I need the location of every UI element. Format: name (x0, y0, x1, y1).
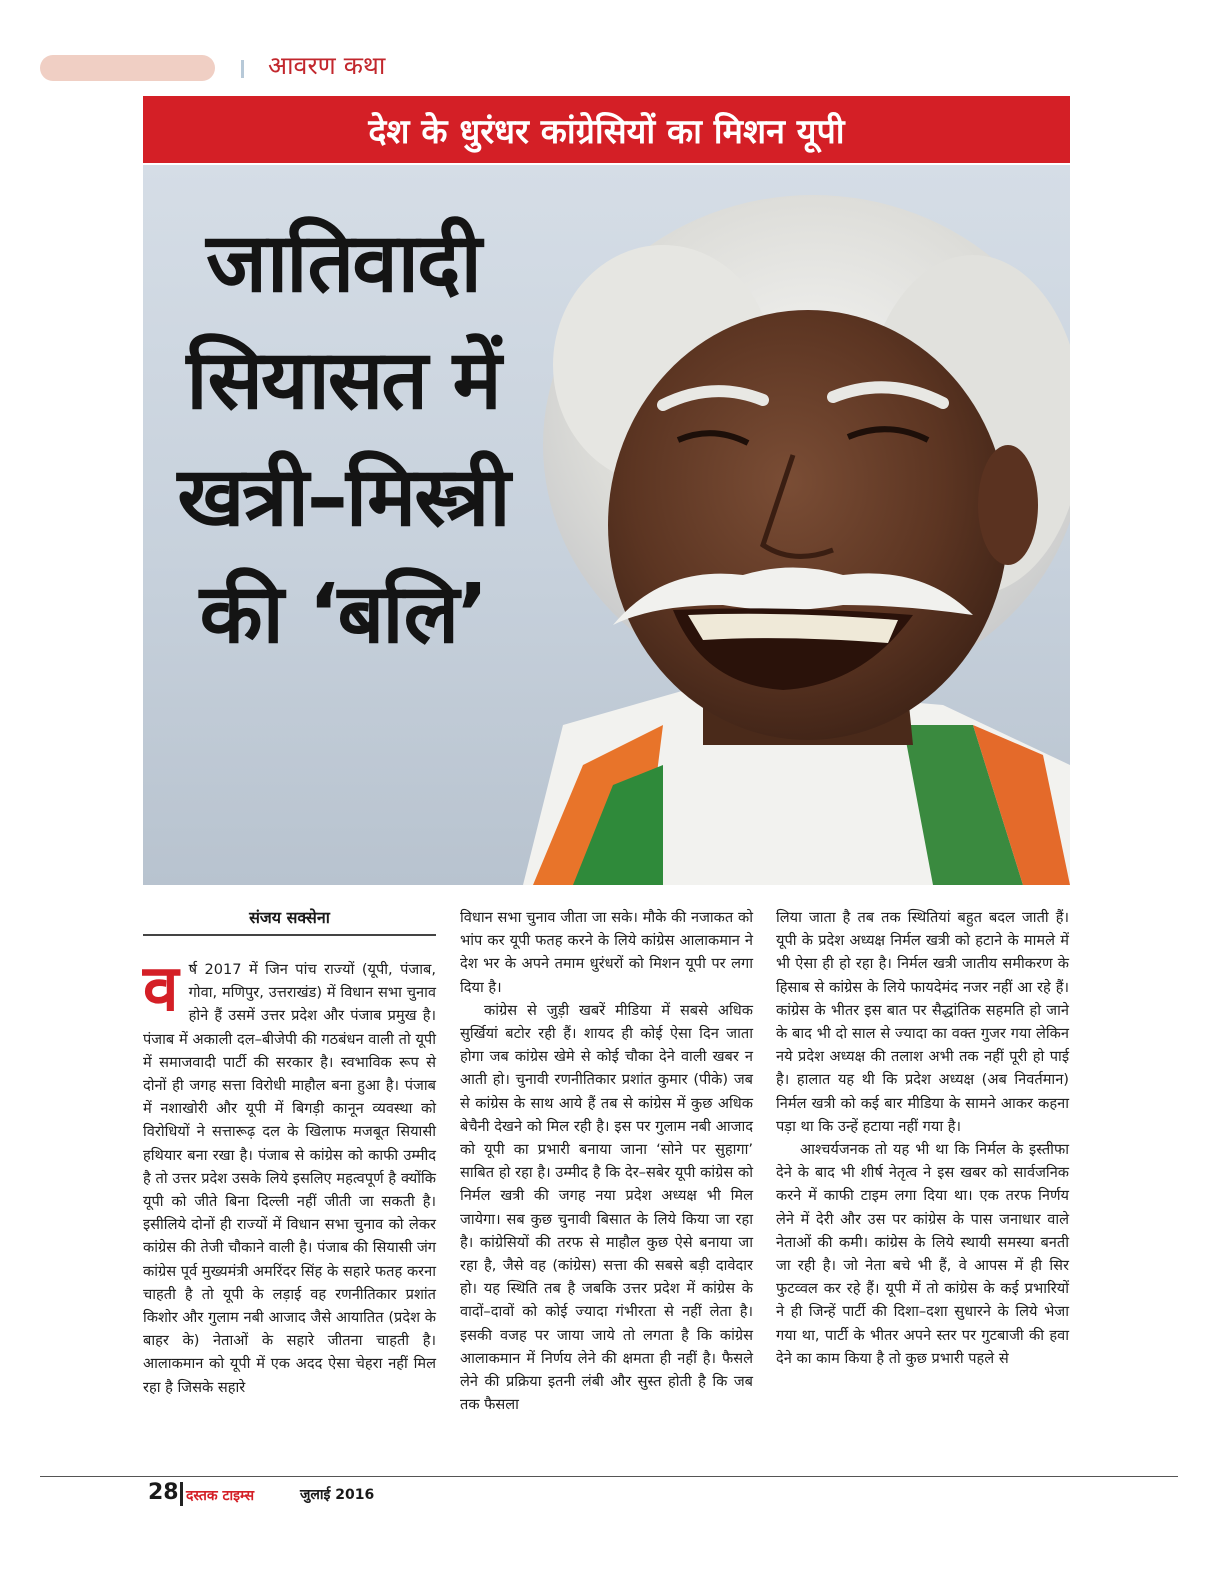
page-number: 28 (148, 1480, 179, 1505)
section-pill (40, 55, 215, 81)
section-divider (241, 60, 244, 78)
footer-rule (40, 1476, 1178, 1477)
hero-photo-area (143, 165, 1070, 885)
article-paragraph: कांग्रेस से जुड़ी खबरें मीडिया में सबसे अधिक सुर्खियां बटोर रही हैं। शायद ही कोई ऐसा दिन जाता होगा जब कांग्रेस खेमे से कोई चौका देने वाली खबर न आती हो। चुनावी रणनीतिकार प्रशांत कुमार (पीके) जब से कांग्रेस के साथ आये हैं तब से कांग्रेस में कुछ अधिक बेचैनी देखने को मिल रही है। इस पर गुलाम नबी आजाद को यूपी का प्रभारी बनाया जाना ‘सोने पर सुहागा’ साबित हो रहा है। उम्मीद है कि देर–सबेर यूपी कांग्रेस को निर्मल खत्री की जगह नया प्रदेश अध्यक्ष भी मिल जायेगा। सब कुछ चुनावी बिसात के लिये किया जा रहा है। कांग्रेसियों की तरफ से माहौल कुछ ऐसे बनाया जा रहा है, जैसे वह (कांग्रेस) सत्ता की सबसे बड़ी दावेदार हो। यह स्थिति तब है जबकि उत्तर प्रदेश में कांग्रेस के वादों–दावों को कोई ज्यादा गंभीरता से नहीं लेता है। इसकी वजह पर जाया जाये तो लगता है कि कांग्रेस आलाकमान में निर्णय लेने की क्षमता ही नहीं है। फैसले लेने की प्रक्रिया इतनी लंबी और सुस्त होती है कि जब तक फैसला (460, 1001, 753, 1414)
headline-line: खत्री–मिस्त्री (177, 450, 509, 545)
footer-separator (180, 1482, 183, 1506)
article-column-3 (776, 906, 1069, 1370)
article-paragraph: आश्चर्यजनक तो यह भी था कि निर्मल के इस्तीफा देने के बाद भी शीर्ष नेतृत्व ने इस खबर को सार्वजनिक करने में काफी टाइम लगा दिया था। एक तरफ निर्णय लेने में देरी और उस पर कांग्रेस के पास जनाधार वाले नेताओं की कमी। कांग्रेस के लिये स्थायी समस्या बनती जा रही है। जो नेता बचे भी हैं, वे आपस में ही सिर फुटव्वल कर रहे हैं। यूपी में तो कांग्रेस के कई प्रभारियों ने ही जिन्हें पार्टी की दिशा–दशा सुधारने के लिये भेजा गया था, पार्टी के भीतर अपने स्तर पर गुटबाजी की हवा देने का काम किया है तो कुछ प्रभारी पहले से (776, 1141, 1069, 1367)
article-column-2 (460, 906, 753, 1416)
publication-logo: दस्तक टाइम्स (186, 1488, 255, 1504)
author-byline: संजय सक्सेना (143, 906, 436, 936)
headline-line: की ‘बलि’ (199, 567, 487, 662)
headline-line: सियासत में (186, 333, 500, 428)
drop-cap: व (143, 952, 179, 1026)
section-label: आवरण कथा (268, 51, 386, 80)
article-paragraph: लिया जाता है तब तक स्थितियां बहुत बदल जाती हैं। यूपी के प्रदेश अध्यक्ष निर्मल खत्री को हटाने के मामले में भी ऐसा ही हो रहा है। निर्मल खत्री जातीय समीकरण के हिसाब से कांग्रेस के लिये फायदेमंद नजर नहीं आ रहे हैं। कांग्रेस के भीतर इस बात पर सैद्धांतिक सहमति हो जाने के बाद भी दो साल से ज्यादा का वक्त गुजर गया लेकिन नये प्रदेश अध्यक्ष की तलाश अभी तक नहीं पूरी हो पाई है। हालात यह थी कि प्रदेश अध्यक्ष (अब निवर्तमान) निर्मल खत्री को कई बार मीडिया के सामने आकर कहना पड़ा था कि उन्हें हटाया नहीं गया है। (776, 909, 1069, 1135)
issue-date: जुलाई 2016 (300, 1487, 375, 1503)
article-paragraph: र्ष 2017 में जिन पांच राज्यों (यूपी, पंजाब, गोवा, मणिपुर, उत्तराखंड) में विधान सभा चुनाव होने हैं उसमें उत्तर प्रदेश और पंजाब प्रमुख है। पंजाब में अकाली दल–बीजेपी की गठबंधन वाली तो यूपी में समाजवादी पार्टी की सरकार है। स्वभाविक रूप से दोनों ही जगह सत्ता विरोधी माहौल बना हुआ है। पंजाब में नशाखोरी और यूपी में बिगड़ी कानून व्यवस्था को विरोधियों ने सत्तारूढ़ दल के खिलाफ मजबूत सियासी हथियार बना रखा है। पंजाब से कांग्रेस को काफी उम्मीद है तो उत्तर प्रदेश उसके लिये इसलिए महत्वपूर्ण है क्योंकि यूपी को जीते बिना दिल्ली नहीं जीती जा सकती है। इसीलिये दोनों ही राज्यों में विधान सभा चुनाव को लेकर कांग्रेस की तेजी चौकाने वाली है। पंजाब की सियासी जंग कांग्रेस पूर्व मुख्यमंत्री अमरिंदर सिंह के सहारे फतह करना चाहती है तो यूपी के लड़ाई वह रणनीतिकार प्रशांत किशोर और गुलाम नबी आजाद जैसे आयातित (प्रदेश के बाहर के) नेताओं के सहारे जीतना चाहती है। आलाकमान को यूपी में एक अदद ऐसा चेहरा नहीं मिल रहा है जिसके सहारे (143, 961, 436, 1396)
article-paragraph: विधान सभा चुनाव जीता जा सके। मौके की नजाकत को भांप कर यूपी फतह करने के लिये कांग्रेस आलाकमान ने देश भर के अपने तमाम धुरंधरों को मिशन यूपी पर लगा दिया है। (460, 909, 753, 996)
headline (153, 205, 533, 673)
banner-title: देश के धुरंधर कांग्रेसियों का मिशन यूपी (143, 96, 1070, 163)
headline-line: जातिवादी (206, 216, 480, 311)
article-column-1 (143, 952, 436, 1399)
